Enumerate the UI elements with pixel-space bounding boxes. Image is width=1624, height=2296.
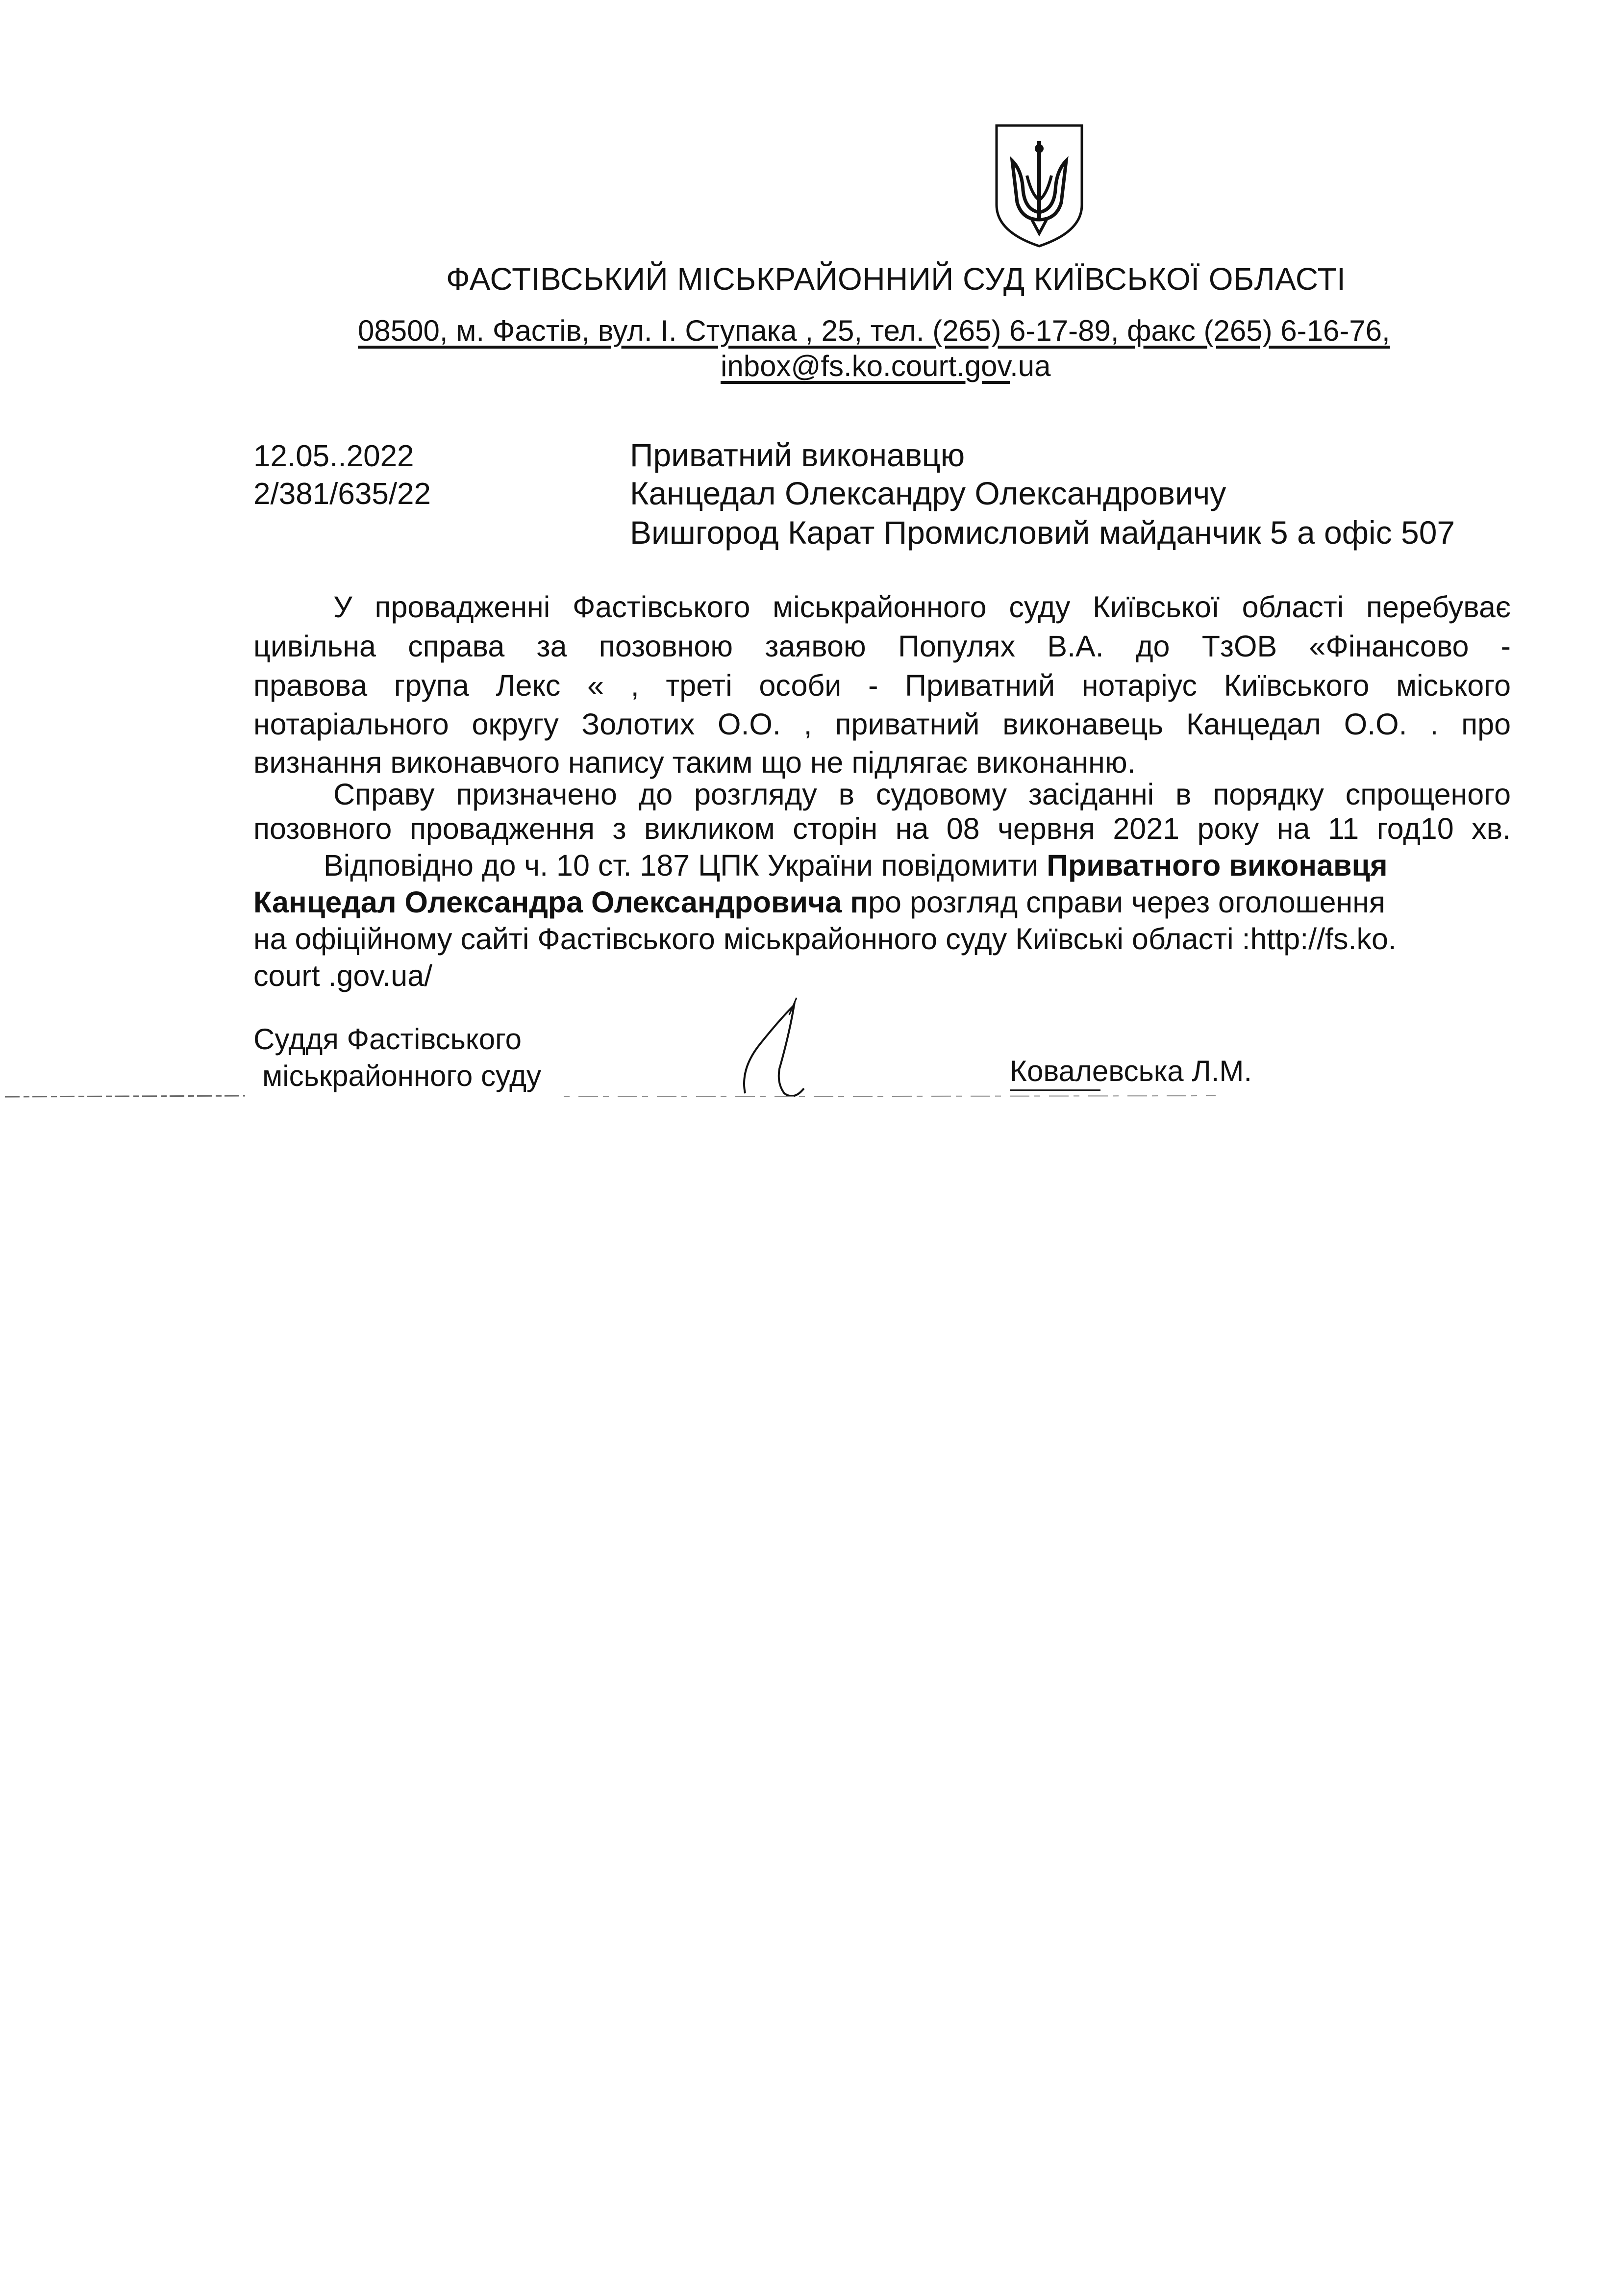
judge-name: Ковалевська Л.М. [1010,1055,1252,1087]
body-text-bold: Канцедал Олександра Олександровича п [253,885,869,919]
body-line: Справу призначено до розгляду в судовому засіданні в порядку спрощеного [333,778,1511,811]
body-line: на офіційному сайті Фастівського міськрайонного суду Київські області :http://fs.ko. [253,922,1397,956]
body-line: правова група Лекс « , треті особи - Приватний нотаріус Київського міського [253,669,1511,702]
body-line [253,887,1385,917]
body-line: цивільна справа за позовною заявою Популях В.А. до ТзОВ «Фінансово - [253,630,1511,663]
court-email-link[interactable]: inbox@fs.ko.court.gov [721,350,1010,382]
body-line: нотаріального округу Золотих О.О. , приватний виконавець Канцедал О.О. . про [253,707,1511,741]
judge-label: міськрайонного суду [262,1060,541,1092]
court-name: ФАСТІВСЬКИЙ МІСЬКРАЙОННИЙ СУД КИЇВСЬКОЇ ОБЛАСТІ [446,261,1346,297]
judge-label: Суддя Фастівського [253,1023,522,1056]
court-address: 08500, м. Фастів, вул. І. Ступака , 25, тел. (265) 6-17-89, факс (265) 6-16-76, [358,314,1390,347]
ukraine-trident-icon [993,122,1086,250]
body-line: court .gov.ua/ [253,959,433,992]
body-line: У провадженні Фастівського міськрайонного суду Київської області перебуває [333,590,1511,624]
body-text: ро розгляд справи через оголошення [868,885,1385,919]
court-email-suffix: .ua [1010,350,1051,382]
letter-date: 12.05..2022 [253,439,414,473]
recipient-title: Приватний виконавцю [630,437,965,473]
handwritten-signature [730,995,828,1103]
body-line: визнання виконавчого напису таким що не підлягає виконанню. [253,746,1136,779]
recipient-address: Вишгород Карат Промисловий майданчик 5 а офіс 507 [630,514,1455,551]
body-text-bold: Приватного виконавця [1047,849,1388,882]
court-email-line [721,349,1051,383]
body-line [324,851,1388,881]
case-number: 2/381/635/22 [253,477,431,511]
body-text: Відповідно до ч. 10 ст. 187 ЦПК України повідомити [324,849,1047,882]
scan-artifact-line [0,1091,1225,1101]
body-line: позовного провадження з викликом сторін на 08 червня 2021 року на 11 год10 хв. [253,812,1511,845]
recipient-name: Канцедал Олександру Олександровичу [630,475,1226,511]
